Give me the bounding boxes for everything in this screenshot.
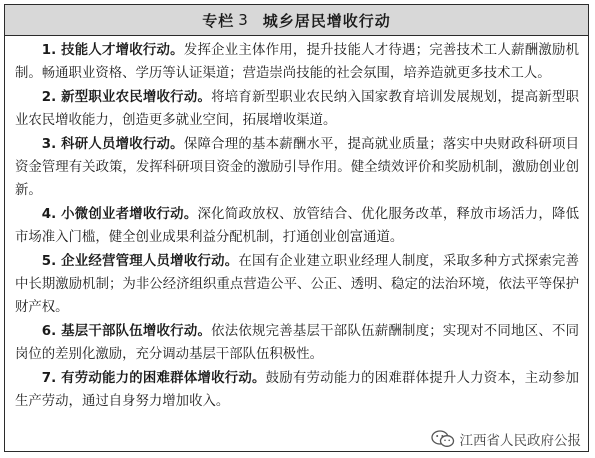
watermark-text: 江西省人民政府公报: [459, 433, 581, 449]
item-heading: 2. 新型职业农民增收行动。: [41, 89, 212, 105]
column-title: [5, 5, 588, 36]
policy-column-box: [4, 4, 589, 452]
list-item: [15, 39, 579, 86]
item-text: 将培育新型职业农民纳入国家教育培训发展规划，提高新型职业农民增收能力，创造更多就业空间，拓展增收渠道。: [15, 89, 579, 129]
item-text: 鼓励有劳动能力的困难群体提升人力资本，主动参加生产劳动，通过自身努力增加收入。: [15, 370, 579, 410]
item-heading: 4. 小微创业者增收行动。: [41, 206, 198, 222]
source-watermark: [427, 429, 582, 449]
item-heading: 5. 企业经营管理人员增收行动。: [41, 253, 239, 269]
list-item: [15, 203, 579, 250]
item-text: 深化简政放权、放管结合、优化服务改革，释放市场活力，降低市场准入门槛，健全创业成果利益分配机制，打通创业创富通道。: [15, 206, 579, 246]
item-text: 保障合理的基本薪酬水平，提高就业质量；落实中央财政科研项目资金管理有关政策，发挥科研项目资金的激励引导作用。健全绩效评价和奖励机制，激励创业创新。: [15, 136, 579, 199]
item-heading: 3. 科研人员增收行动。: [41, 136, 184, 152]
list-item: [15, 367, 579, 414]
list-item: [15, 320, 579, 367]
list-item: [15, 86, 579, 133]
title-prefix: 专栏: [202, 11, 235, 30]
item-heading: 1. 技能人才增收行动。: [41, 43, 184, 58]
wechat-icon: [431, 430, 455, 448]
item-heading: 6. 基层干部队伍增收行动。: [41, 323, 212, 339]
item-text: 发挥企业主体作用，提升技能人才待遇；完善技术工人薪酬激励机制。畅通职业资格、学历等认证渠道；营造崇尚技能的社会氛围，培养造就更多技术工人。: [15, 43, 579, 82]
item-heading: 7. 有劳动能力的困难群体增收行动。: [41, 370, 266, 386]
title-number: 3: [238, 11, 249, 29]
item-text: 依法依规完善基层干部队伍薪酬制度；实现对不同地区、不同岗位的差别化激励，充分调动基层干部队伍积极性。: [15, 323, 579, 363]
list-item: [15, 133, 579, 203]
item-text: 在国有企业建立职业经理人制度，采取多种方式探索完善中长期激励机制；为非公经济组织重点营造公平、公正、透明、稳定的法治环境，依法平等保护财产权。: [15, 253, 579, 316]
list-item: [15, 250, 579, 320]
title-main: 城乡居民增收行动: [262, 11, 391, 30]
column-body: [15, 39, 579, 414]
